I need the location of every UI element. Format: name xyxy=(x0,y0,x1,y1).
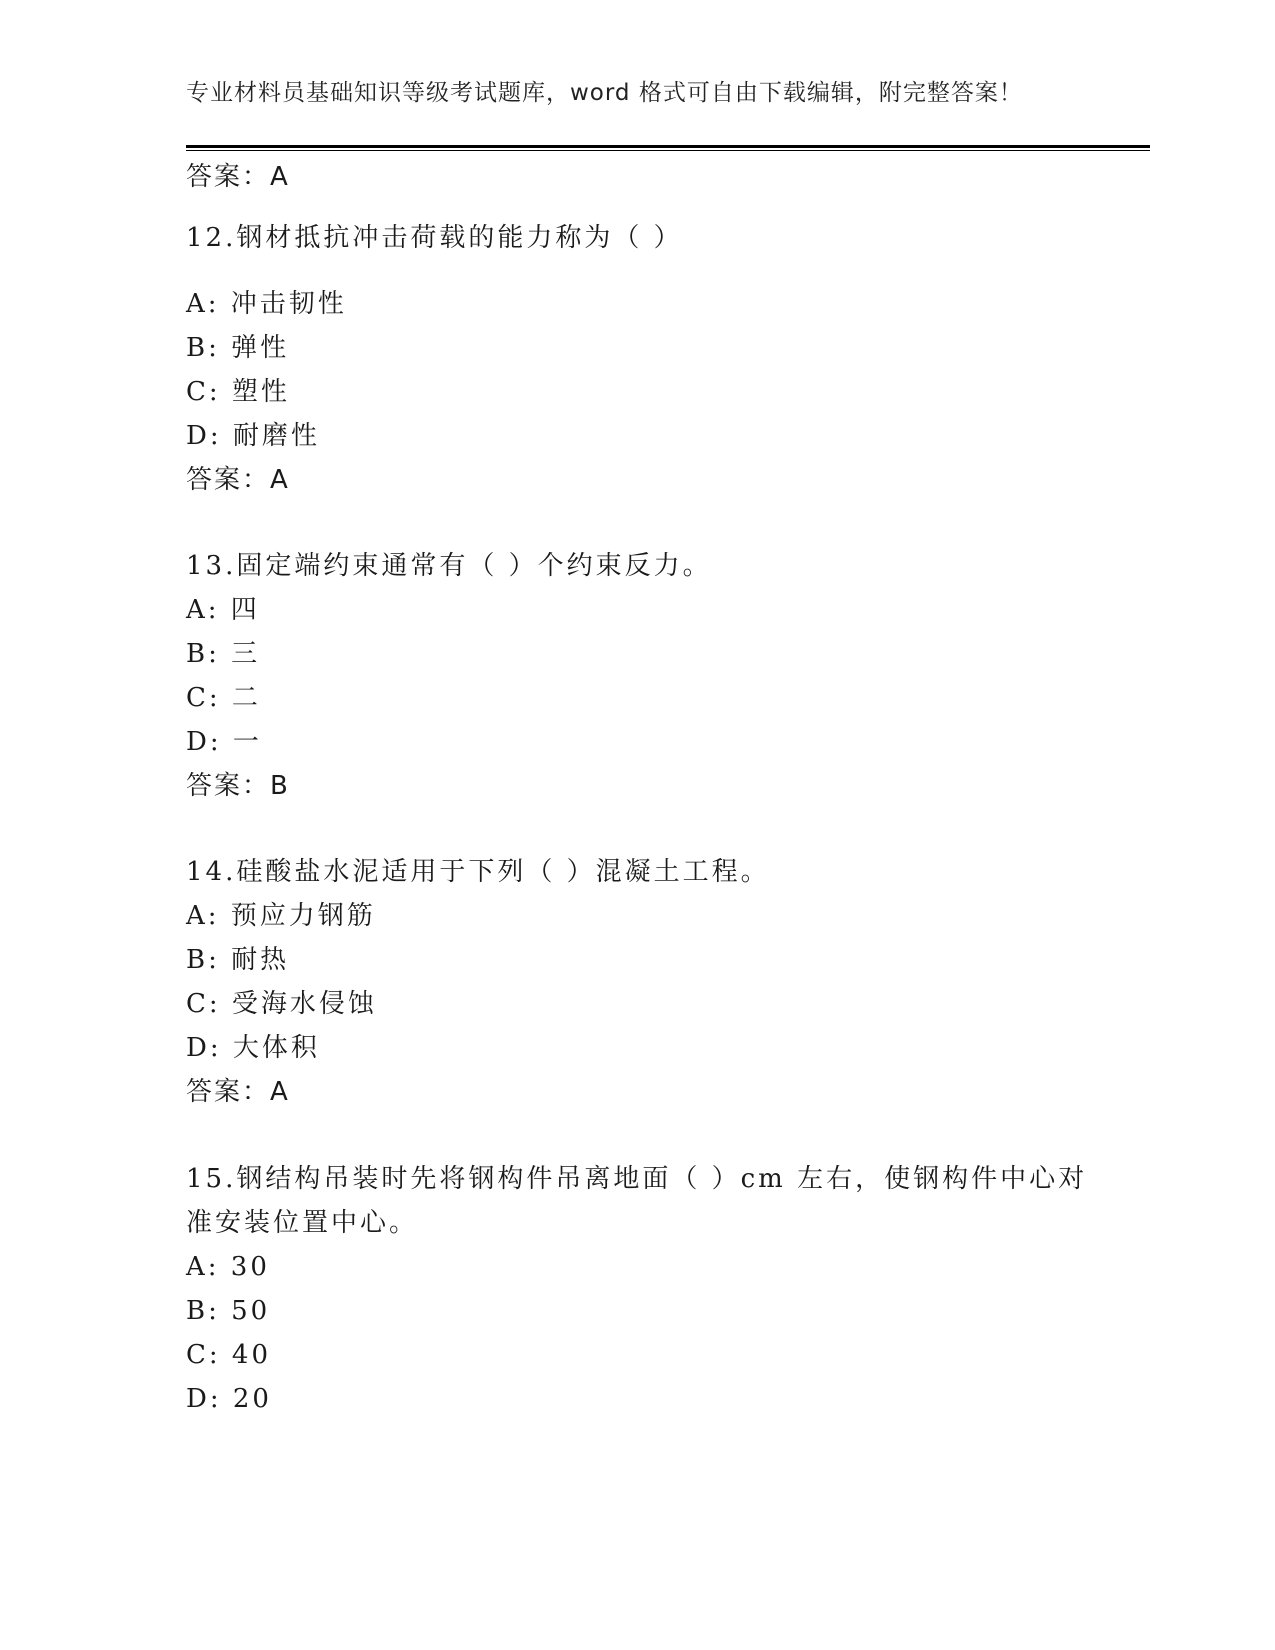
option-d: D: 一 xyxy=(186,727,262,757)
answer-line: 答案：A xyxy=(186,1077,290,1107)
question-stem: 14.硅酸盐水泥适用于下列（ ）混凝土工程。 xyxy=(186,857,770,887)
answer-line: 答案：B xyxy=(186,771,290,801)
option-d: D: 大体积 xyxy=(186,1033,320,1063)
option-c: C: 塑性 xyxy=(186,377,290,407)
option-b: B: 三 xyxy=(186,639,261,669)
option-a: A: 30 xyxy=(186,1252,270,1282)
answer-line: 答案：A xyxy=(186,162,290,192)
question-stem-continued: 准安装位置中心。 xyxy=(186,1208,419,1238)
question-stem: 13.固定端约束通常有（ ）个约束反力。 xyxy=(186,551,712,581)
question-stem: 12.钢材抵抗冲击荷载的能力称为（ ） xyxy=(186,223,683,253)
option-d: D: 20 xyxy=(186,1384,272,1414)
option-b: B: 耐热 xyxy=(186,945,290,975)
page-header: 专业材料员基础知识等级考试题库，word 格式可自由下载编辑，附完整答案！ xyxy=(186,80,1023,106)
option-c: C: 受海水侵蚀 xyxy=(186,989,377,1019)
option-b: B: 弹性 xyxy=(186,333,290,363)
option-b: B: 50 xyxy=(186,1296,271,1326)
option-c: C: 40 xyxy=(186,1340,272,1370)
header-rule-thin xyxy=(186,150,1150,151)
option-c: C: 二 xyxy=(186,683,261,713)
question-stem: 15.钢结构吊装时先将钢构件吊离地面（ ）cm 左右，使钢构件中心对 xyxy=(186,1164,1088,1194)
option-a: A: 冲击韧性 xyxy=(186,289,347,319)
option-a: A: 四 xyxy=(186,595,260,625)
answer-line: 答案：A xyxy=(186,465,290,495)
option-d: D: 耐磨性 xyxy=(186,421,320,451)
header-rule xyxy=(186,145,1150,148)
option-a: A: 预应力钢筋 xyxy=(186,901,376,931)
